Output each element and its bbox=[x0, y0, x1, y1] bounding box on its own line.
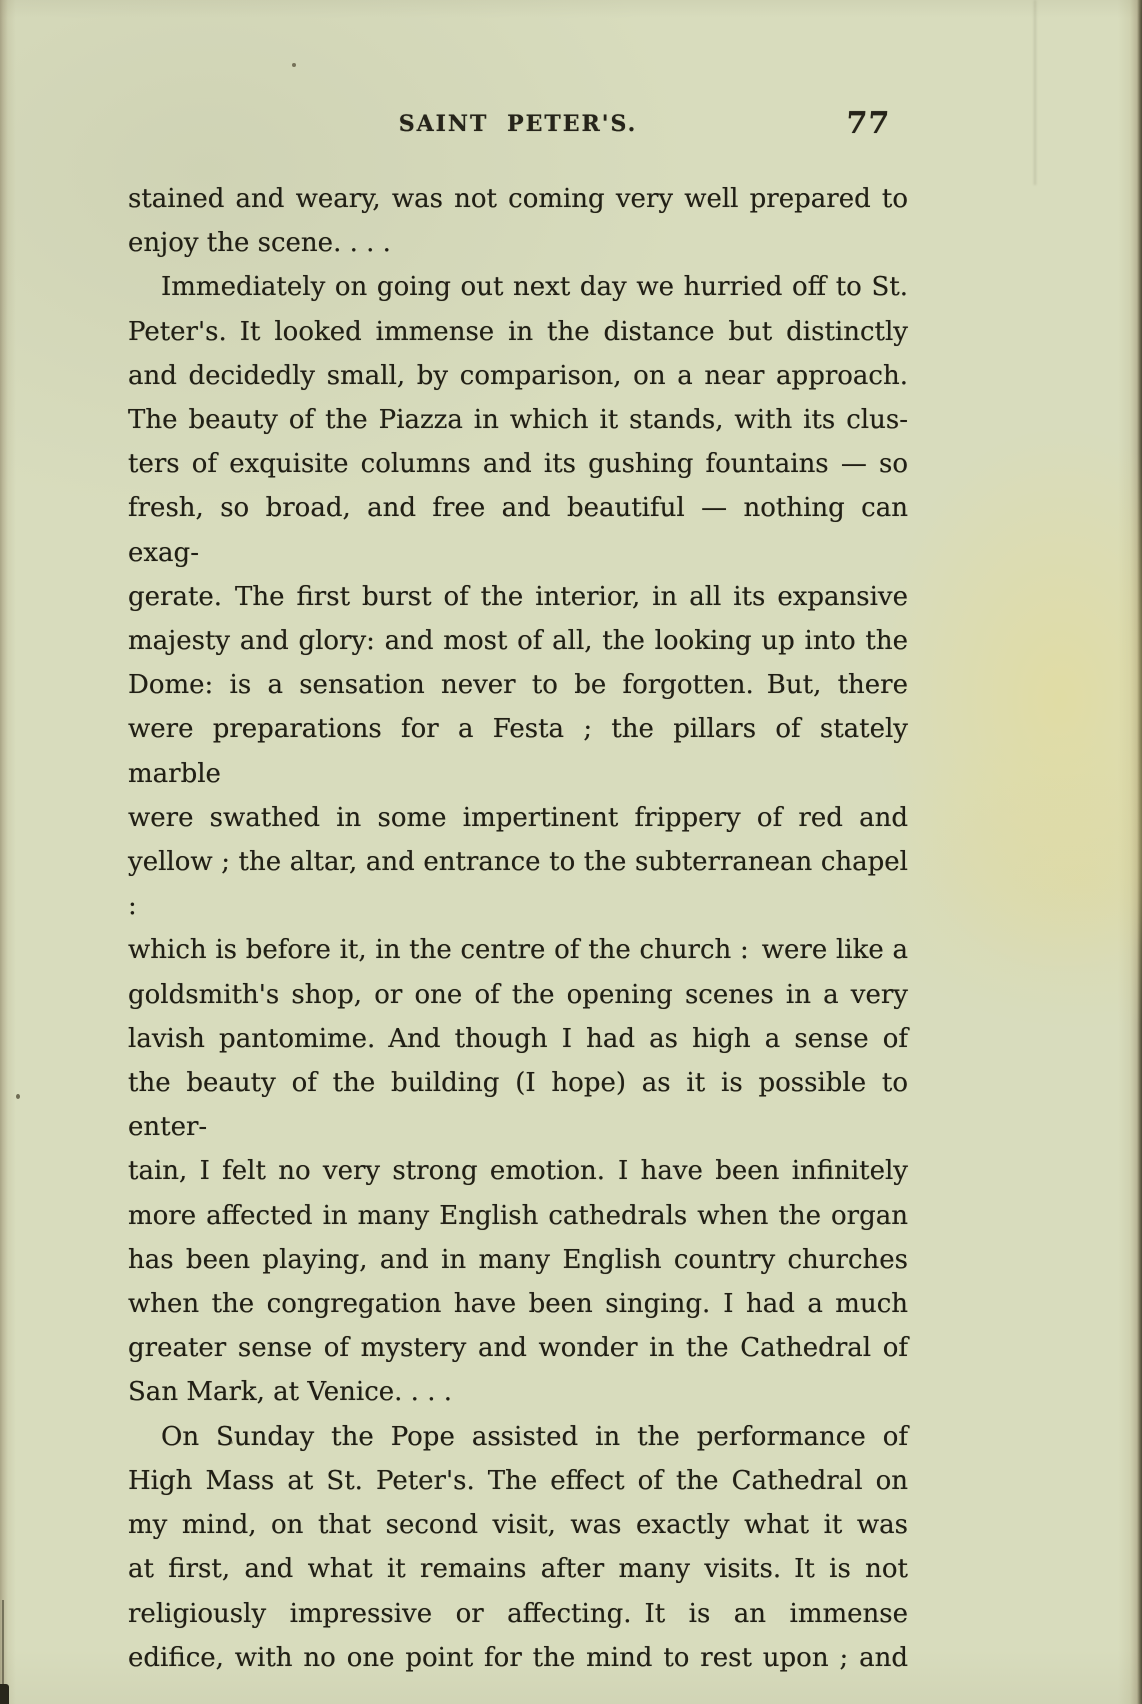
text-line: and decidedly small, by comparison, on a near approach. bbox=[128, 360, 908, 391]
text-line: enjoy the scene. . . . bbox=[128, 228, 391, 259]
corner-mark bbox=[0, 1684, 9, 1704]
text-line: goldsmith's shop, or one of the opening scenes in a very bbox=[128, 979, 908, 1010]
text-line: yellow ; the altar, and entrance to the subterranean chapel : bbox=[128, 847, 908, 922]
paper-speck bbox=[230, 1441, 233, 1444]
text-line: High Mass at St. Peter's. The effect of the Cathedral on bbox=[128, 1465, 908, 1496]
paper-speck bbox=[292, 63, 296, 67]
text-line: fresh, so broad, and free and beautiful — nothing can exag- bbox=[128, 493, 908, 568]
text-line: at first, and what it remains after many visits. It is not bbox=[128, 1554, 908, 1585]
text-line: majesty and glory: and most of all, the looking up into the bbox=[128, 626, 908, 657]
text-line: greater sense of mystery and wonder in the Cathedral of bbox=[128, 1333, 908, 1364]
text-line: my mind, on that second visit, was exactly what it was bbox=[128, 1510, 908, 1541]
text-line: ters of exquisite columns and its gushing fountains — so bbox=[128, 449, 908, 480]
text-line: which is before it, in the centre of the church : were like a bbox=[128, 935, 908, 966]
page-number: 77 bbox=[845, 106, 892, 141]
text-line: were preparations for a Festa ; the pillars of stately marble bbox=[128, 714, 908, 789]
text-line: when the congregation have been singing. I had a much bbox=[128, 1289, 908, 1320]
text-line: the beauty of the building (I hope) as it is possible to enter- bbox=[128, 1068, 908, 1143]
text-line: Immediately on going out next day we hurried off to St. bbox=[161, 272, 908, 303]
text-line: lavish pantomime. And though I had as high a sense of bbox=[128, 1023, 908, 1054]
body-text-block bbox=[128, 177, 908, 1680]
text-line: gerate. The first burst of the interior, in all its expansive bbox=[128, 581, 908, 612]
text-line: were swathed in some impertinent frippery of red and bbox=[128, 802, 908, 833]
text-line: On Sunday the Pope assisted in the performance of bbox=[161, 1421, 908, 1452]
text-line: The beauty of the Piazza in which it stands, with its clus- bbox=[128, 405, 908, 436]
text-line: has been playing, and in many English country churches bbox=[128, 1244, 908, 1275]
text-line: religiously impressive or affecting. It is an immense bbox=[128, 1598, 908, 1629]
text-line: more affected in many English cathedrals when the organ bbox=[128, 1200, 908, 1231]
text-line: Peter's. It looked immense in the distance but distinctly bbox=[128, 316, 908, 347]
text-line: edifice, with no one point for the mind to rest upon ; and bbox=[128, 1642, 908, 1673]
text-line: Dome: is a sensation never to be forgotten. But, there bbox=[128, 670, 908, 701]
paper-crease bbox=[1034, 0, 1036, 185]
paper-speck bbox=[16, 1094, 20, 1099]
running-header: SAINT PETER'S. bbox=[398, 111, 638, 137]
text-line: stained and weary, was not coming very well prepared to bbox=[128, 184, 908, 214]
text-line: tain, I felt no very strong emotion. I have been infinitely bbox=[128, 1156, 908, 1187]
text-line: San Mark, at Venice. . . . bbox=[128, 1377, 453, 1408]
